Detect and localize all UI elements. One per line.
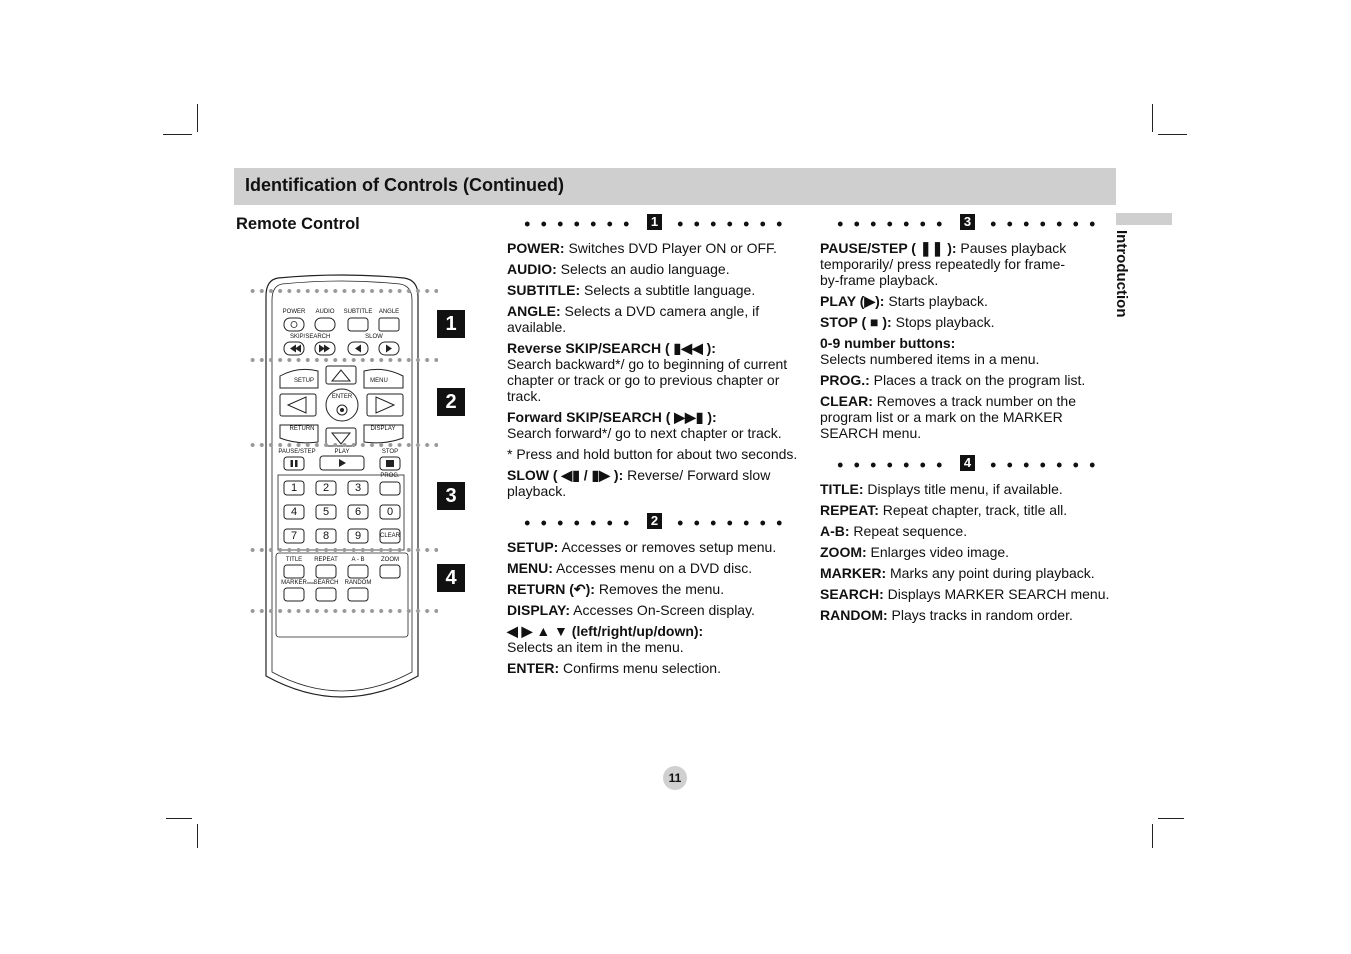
remote-section-divider	[248, 288, 438, 294]
side-tab-label: Introduction	[1113, 230, 1130, 318]
desc-return: RETURN (↶): Removes the menu.	[507, 581, 725, 597]
remote-label-title: TITLE	[285, 557, 303, 563]
remote-label-zoom: ZOOM	[381, 557, 399, 563]
desc-number-buttons: 0-9 number buttons: Selects numbered items in a menu.	[820, 335, 1040, 367]
remote-illustration	[240, 270, 470, 710]
crop-mark	[1158, 134, 1187, 135]
side-tab	[1116, 213, 1172, 225]
desc-stop: STOP ( ■ ): Stops playback.	[820, 314, 995, 330]
remote-section-divider	[248, 608, 438, 614]
page-number: 11	[663, 766, 687, 790]
section-number: 1	[647, 214, 662, 230]
desc-title: TITLE: Displays title menu, if available.	[820, 481, 1063, 497]
desc-setup: SETUP: Accesses or removes setup menu.	[507, 539, 777, 555]
desc-zoom: ZOOM: Enlarges video image.	[820, 544, 1010, 560]
footnote: * Press and hold button for about two seconds.	[507, 446, 798, 462]
desc-arrows: ◀ ▶ ▲ ▼ (left/right/up/down): Selects an item in the menu.	[507, 623, 704, 655]
remote-label-repeat: REPEAT	[314, 557, 338, 563]
remote-label-angle: ANGLE	[378, 309, 400, 315]
remote-label-menu: MENU	[370, 378, 388, 384]
remote-digit: 8	[322, 530, 330, 542]
remote-label-stop: STOP	[381, 449, 399, 455]
callout-number: 2	[437, 388, 465, 416]
desc-power: POWER: Switches DVD Player ON or OFF.	[507, 240, 777, 256]
description-column-1	[507, 214, 807, 681]
crop-mark	[1158, 818, 1184, 819]
section-number: 2	[647, 513, 662, 529]
desc-slow: SLOW ( ◀▮ / ▮▶ ): Reverse/ Forward slow playback.	[507, 467, 771, 499]
callout-number: 1	[437, 310, 465, 338]
crop-mark	[197, 824, 198, 848]
desc-ab: A-B: Repeat sequence.	[820, 523, 968, 539]
section-marker-3	[820, 214, 1120, 236]
remote-label-play: PLAY	[334, 449, 350, 455]
remote-label-prog: PROG.	[380, 473, 400, 479]
desc-subtitle: SUBTITLE: Selects a subtitle language.	[507, 282, 756, 298]
remote-label-marker: MARKER	[281, 580, 307, 586]
remote-label-power: POWER	[282, 309, 306, 315]
remote-label-search: SEARCH	[313, 580, 339, 586]
desc-display: DISPLAY: Accesses On-Screen display.	[507, 602, 755, 618]
crop-mark	[166, 818, 192, 819]
section-number: 4	[960, 455, 975, 471]
remote-label-clear: CLEAR	[379, 533, 400, 539]
crop-mark	[197, 104, 198, 132]
desc-search: SEARCH: Displays MARKER SEARCH menu.	[820, 586, 1110, 602]
desc-angle: ANGLE: Selects a DVD camera angle, if available.	[507, 303, 760, 335]
desc-marker: MARKER: Marks any point during playback.	[820, 565, 1095, 581]
crop-mark	[1152, 824, 1153, 848]
section-marker-1	[507, 214, 807, 236]
remote-digit: 3	[354, 482, 362, 494]
remote-digit: 0	[386, 506, 394, 518]
remote-digit: 9	[354, 530, 362, 542]
remote-section-divider	[248, 357, 438, 363]
remote-label-skip-search: SKIP/SEARCH	[290, 334, 331, 340]
remote-digit: 6	[354, 506, 362, 518]
remote-label-setup: SETUP	[293, 378, 314, 384]
description-column-2	[820, 214, 1120, 628]
crop-mark	[163, 134, 192, 135]
page-title: Identification of Controls (Continued)	[245, 175, 564, 195]
callout-number: 3	[437, 482, 465, 510]
remote-section-divider	[248, 547, 438, 553]
desc-random: RANDOM: Plays tracks in random order.	[820, 607, 1073, 623]
remote-label-audio: AUDIO	[315, 309, 335, 315]
section-marker-2	[507, 513, 807, 535]
section-marker-4	[820, 455, 1120, 477]
remote-section-divider	[248, 442, 438, 448]
remote-label-display: DISPLAY	[370, 426, 396, 432]
desc-enter: ENTER: Confirms menu selection.	[507, 660, 721, 676]
crop-mark	[1152, 104, 1153, 132]
section-header	[234, 168, 1116, 205]
remote-digit: 2	[322, 482, 330, 494]
desc-audio: AUDIO: Selects an audio language.	[507, 261, 730, 277]
remote-label-pause-step: PAUSE/STEP	[278, 449, 316, 455]
desc-pause-step: PAUSE/STEP ( ❚❚ ): Pauses playback temporarily/ press repeatedly for frame-by-frame playback.	[820, 240, 1067, 288]
desc-menu: MENU: Accesses menu on a DVD disc.	[507, 560, 753, 576]
remote-label-random: RANDOM	[344, 580, 372, 586]
remote-digit: 7	[290, 530, 298, 542]
callout-number: 4	[437, 564, 465, 592]
desc-forward-skip: Forward SKIP/SEARCH ( ▶▶▮ ): Search forward*/ go to next chapter or track.	[507, 409, 782, 441]
remote-label-subtitle: SUBTITLE	[343, 309, 373, 315]
remote-digit: 4	[290, 506, 298, 518]
desc-reverse-skip: Reverse SKIP/SEARCH ( ▮◀◀ ): Search backward*/ go to beginning of current chapter or track or go to previous chapter or track.	[507, 340, 788, 404]
section-number: 3	[960, 214, 975, 230]
remote-digit: 1	[290, 482, 298, 494]
remote-label-ab: A - B	[351, 557, 365, 563]
desc-repeat: REPEAT: Repeat chapter, track, title all.	[820, 502, 1068, 518]
desc-prog: PROG.: Places a track on the program list.	[820, 372, 1086, 388]
remote-label-enter: ENTER	[331, 394, 353, 400]
remote-digit: 5	[322, 506, 330, 518]
desc-clear: CLEAR: Removes a track number on the program list or a mark on the MARKER SEARCH menu.	[820, 393, 1076, 441]
remote-label-slow: SLOW	[365, 334, 383, 340]
desc-play: PLAY (▶): Starts playback.	[820, 293, 988, 309]
remote-label-return: RETURN	[289, 426, 315, 432]
section-title: Remote Control	[236, 215, 360, 233]
